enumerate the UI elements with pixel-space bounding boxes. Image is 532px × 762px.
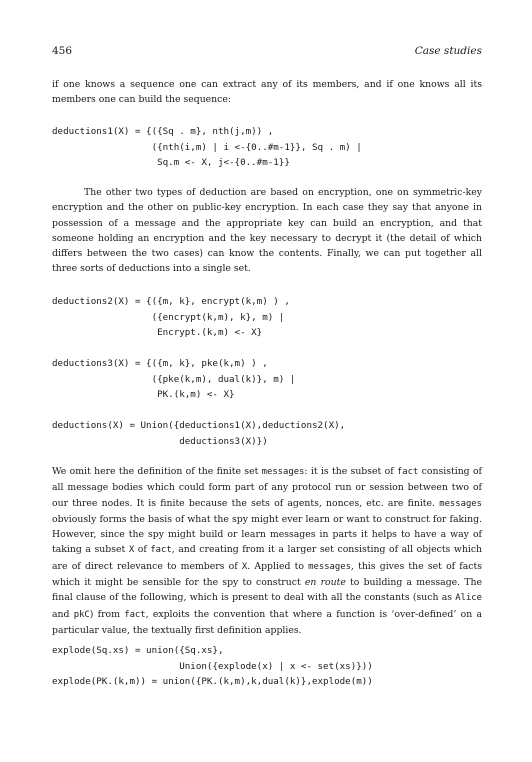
text-run: to building a message. The final clause of the following, which is present to deal with all the constants (such as xyxy=(52,577,482,604)
code-deductions1 xyxy=(52,124,492,171)
code-line: ({pke(k,m), dual(k)}, m) | xyxy=(52,373,296,385)
code-term: Alice xyxy=(455,593,482,604)
code-line: deductions3(X)}) xyxy=(52,435,268,447)
code-line: explode(PK.(k,m)) = union({PK.(k,m),k,dual(k)},explode(m)) xyxy=(52,676,373,687)
code-term: X xyxy=(128,545,135,556)
code-line: PK.(k,m) <- X} xyxy=(52,389,235,400)
code-line: deductions1(X) = {({Sq . m}, nth(j,m)) , xyxy=(52,126,274,137)
text-run: ) from xyxy=(89,608,125,620)
running-head: Case studies xyxy=(414,45,482,57)
code-deductions2 xyxy=(52,294,492,341)
text-run: obviously forms the basis of what the spy might ever learn or want to construct for faking. However, since the spy might build or learn messages in parts it helps to have a way of taking a subset xyxy=(52,513,482,556)
code-line: explode(Sq.xs) = union({Sq.xs}, xyxy=(52,645,224,656)
page-header xyxy=(52,45,482,61)
text-run: , this gives the set of facts which it might be sensible for the spy to construct xyxy=(52,560,483,589)
code-line: Encrypt.(k,m) <- X} xyxy=(52,327,263,338)
text-run: and xyxy=(52,608,74,620)
paragraph-encryption-text: The other two types of deduction are based on encryption, one on symmetric-key encryption and the other on public-key encryption. In each case they say that anyone in possession of a message and the appropriate key can build an encryption, and that someone holding an encryption and the key necessary to decrypt it (the detail of which differs between the two cases) can know the contents. Finally, we can put together all three sorts of deductions into a single set. xyxy=(52,187,482,275)
code-deductions3 xyxy=(52,356,492,403)
text-run: We omit here the definition of the finite set xyxy=(52,466,262,477)
code-line: ({encrypt(k,m), k}, m) | xyxy=(52,311,285,323)
code-line: Union({explode(x) | x <- set(xs)})) xyxy=(52,660,373,672)
code-explode xyxy=(52,643,492,690)
code-term: fact xyxy=(396,467,419,477)
code-line: deductions2(X) = {({m, k}, encrypt(k,m) ) , xyxy=(52,296,290,307)
code-term: fact xyxy=(150,545,172,556)
paragraph-messages xyxy=(52,464,482,638)
code-term: messages xyxy=(439,498,482,509)
book-page xyxy=(52,0,482,762)
italic-term: en route xyxy=(304,577,346,589)
text-run: , and creating from it a larger set consisting of all objects which are of direct relevance to members of xyxy=(52,544,483,572)
text-run: . Applied to xyxy=(247,560,309,572)
code-line: ({nth(i,m) | i <-{0..#m-1}}, Sq . m) | xyxy=(52,141,362,153)
code-term: X xyxy=(241,561,248,572)
paragraph-encryption xyxy=(52,185,482,277)
text-run: : it is the subset of xyxy=(304,466,397,477)
paragraph-sequences: if one knows a sequence one can extract any of its members, and if one knows all its members one can build the sequence: xyxy=(52,79,482,106)
text-run: of xyxy=(134,544,151,556)
code-term: pkC xyxy=(73,609,90,620)
code-line: Sq.m <- X, j<-{0..#m-1}} xyxy=(52,157,290,168)
page-number: 456 xyxy=(52,45,73,57)
code-term: messages xyxy=(261,467,305,477)
code-term: messages xyxy=(308,561,351,572)
code-line: deductions3(X) = {({m, k}, pke(k,m) ) , xyxy=(52,358,268,369)
text-run: consisting of all message bodies which could form part of any protocol run or session between two of our three nodes. It is finite because the sets of agents, nonces, etc. are finite. xyxy=(52,466,482,509)
code-deductions-union xyxy=(52,418,492,449)
text-run: , exploits the convention that where a function is ‘over-defined’ on a particular value, the textually first definition applies. xyxy=(52,608,482,636)
code-term: fact xyxy=(124,609,146,620)
code-line: deductions(X) = Union({deductions1(X),deductions2(X), xyxy=(52,420,346,431)
